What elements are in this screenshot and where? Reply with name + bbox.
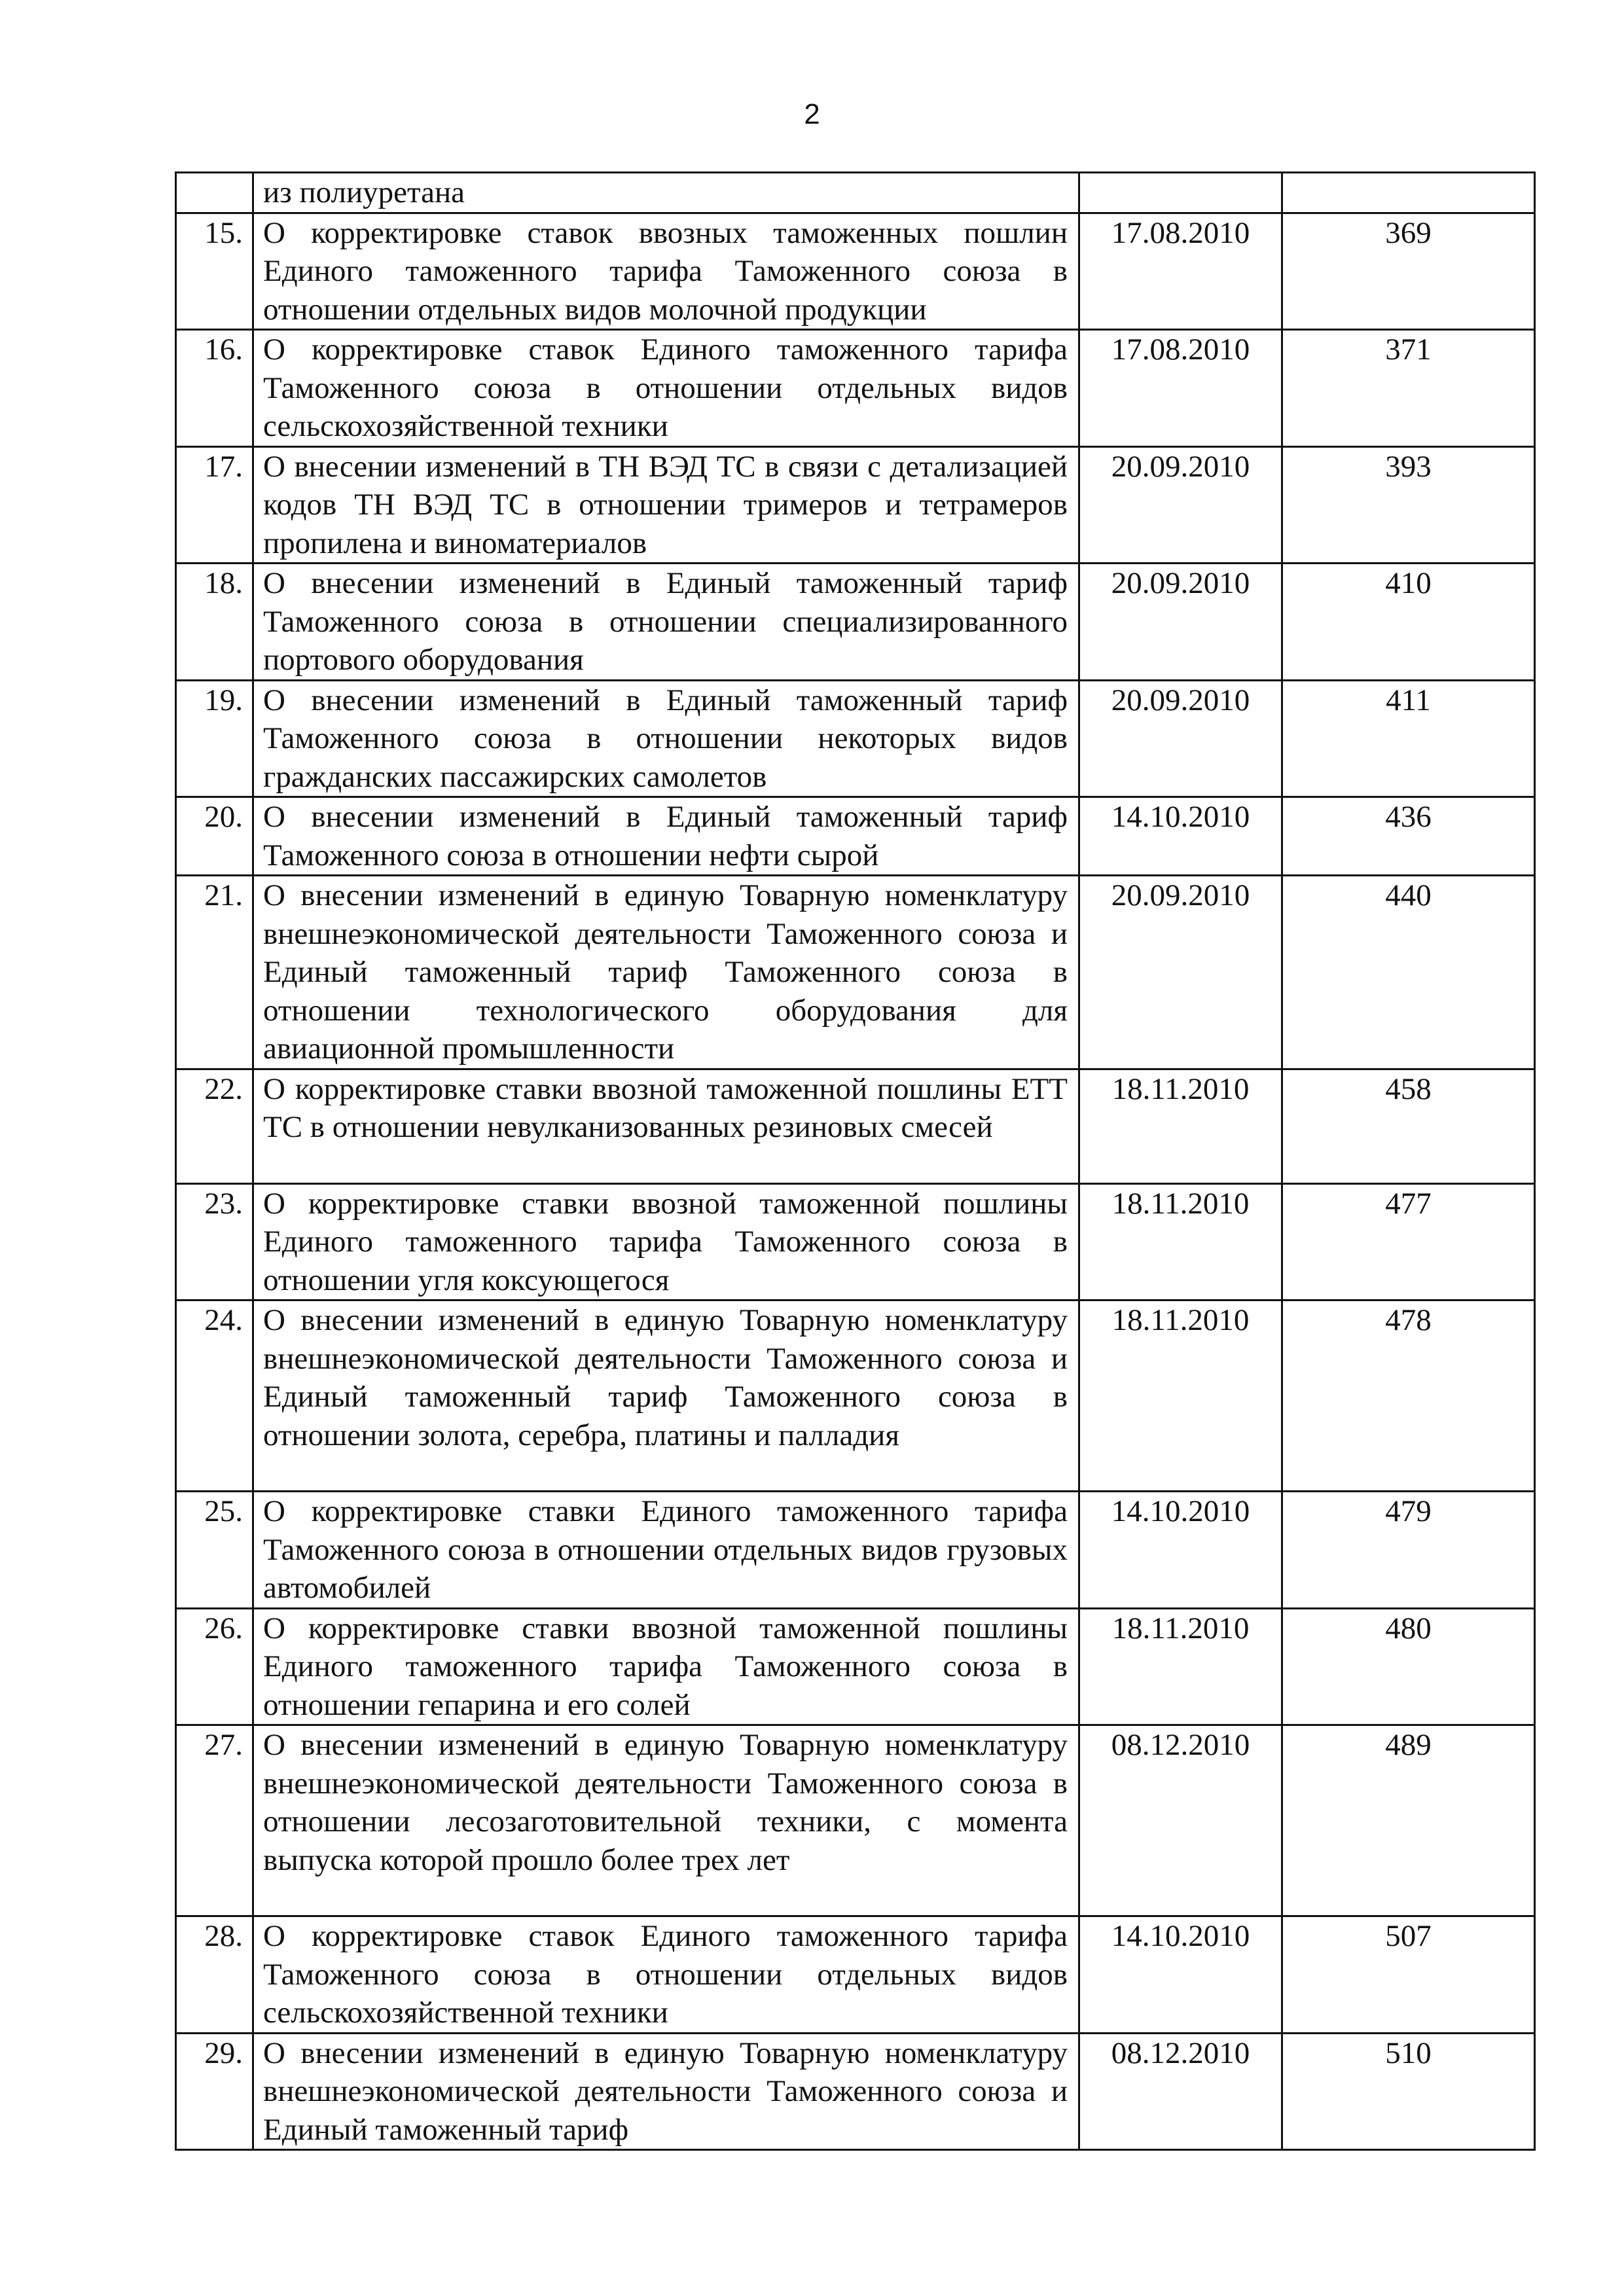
row-number: 21. <box>176 876 253 1069</box>
row-doc-number: 507 <box>1282 1916 1535 2034</box>
row-title: О корректировке ставок ввозных таможенных пошлин Единого таможенного тарифа Таможенного союза в отношении отдельных видов молочной продукции <box>253 213 1079 330</box>
table-row <box>176 876 1535 1069</box>
row-number <box>176 173 253 213</box>
row-doc-number <box>1282 173 1535 213</box>
row-date: 20.09.2010 <box>1079 564 1282 681</box>
row-date: 17.08.2010 <box>1079 213 1282 330</box>
row-number: 25. <box>176 1492 253 1609</box>
row-doc-number: 510 <box>1282 2033 1535 2150</box>
decisions-table <box>175 171 1536 2151</box>
row-number: 18. <box>176 564 253 681</box>
table-row <box>176 213 1535 330</box>
table-row <box>176 1300 1535 1492</box>
row-title: О внесении изменений в ТН ВЭД ТС в связи с детализацией кодов ТН ВЭД ТС в отношении тримеров и тетрамеров пропилена и виноматериалов <box>253 446 1079 564</box>
table-row <box>176 446 1535 564</box>
row-date: 08.12.2010 <box>1079 2033 1282 2150</box>
row-doc-number: 440 <box>1282 876 1535 1069</box>
table-row <box>176 1916 1535 2034</box>
row-doc-number: 489 <box>1282 1725 1535 1916</box>
row-number: 24. <box>176 1300 253 1492</box>
table-row <box>176 1492 1535 1609</box>
row-title: О внесении изменений в Единый таможенный тариф Таможенного союза в отношении нефти сырой <box>253 797 1079 876</box>
row-number: 27. <box>176 1725 253 1916</box>
row-title: О внесении изменений в Единый таможенный тариф Таможенного союза в отношении некоторых видов гражданских пассажирских самолетов <box>253 680 1079 797</box>
row-number: 28. <box>176 1916 253 2034</box>
row-doc-number: 478 <box>1282 1300 1535 1492</box>
table-row <box>176 2033 1535 2150</box>
row-doc-number: 458 <box>1282 1069 1535 1183</box>
row-doc-number: 436 <box>1282 797 1535 876</box>
row-number: 23. <box>176 1183 253 1300</box>
row-number: 15. <box>176 213 253 330</box>
table-row <box>176 1183 1535 1300</box>
row-doc-number: 410 <box>1282 564 1535 681</box>
row-title: О корректировке ставки ввозной таможенной пошлины Единого таможенного тарифа Таможенного союза в отношении угля коксующегося <box>253 1183 1079 1300</box>
row-date: 20.09.2010 <box>1079 680 1282 797</box>
row-date: 20.09.2010 <box>1079 876 1282 1069</box>
row-title: О внесении изменений в единую Товарную номенклатуру внешнеэкономической деятельности Таможенного союза и Единый таможенный тариф Таможенного союза в отношении технологического оборудования для авиационной промышленности <box>253 876 1079 1069</box>
row-number: 17. <box>176 446 253 564</box>
row-date: 18.11.2010 <box>1079 1608 1282 1725</box>
row-doc-number: 479 <box>1282 1492 1535 1609</box>
row-date: 18.11.2010 <box>1079 1300 1282 1492</box>
row-date: 14.10.2010 <box>1079 797 1282 876</box>
row-number: 20. <box>176 797 253 876</box>
row-title: О корректировке ставки Единого таможенного тарифа Таможенного союза в отношении отдельных видов грузовых автомобилей <box>253 1492 1079 1609</box>
table-row <box>176 330 1535 447</box>
row-date: 08.12.2010 <box>1079 1725 1282 1916</box>
table-row <box>176 1069 1535 1183</box>
row-number: 29. <box>176 2033 253 2150</box>
row-date: 18.11.2010 <box>1079 1183 1282 1300</box>
table-row <box>176 680 1535 797</box>
row-title: О внесении изменений в единую Товарную номенклатуру внешнеэкономической деятельности Таможенного союза и Единый таможенный тариф Таможенного союза в отношении золота, серебра, платины и палладия <box>253 1300 1079 1492</box>
table-row <box>176 797 1535 876</box>
row-title: О корректировке ставок Единого таможенного тарифа Таможенного союза в отношении отдельных видов сельскохозяйственной техники <box>253 1916 1079 2034</box>
row-doc-number: 480 <box>1282 1608 1535 1725</box>
row-title: О внесении изменений в Единый таможенный тариф Таможенного союза в отношении специализированного портового оборудования <box>253 564 1079 681</box>
row-title: О внесении изменений в единую Товарную номенклатуру внешнеэкономической деятельности Таможенного союза и Единый таможенный тариф <box>253 2033 1079 2150</box>
row-date <box>1079 173 1282 213</box>
row-title: О внесении изменений в единую Товарную номенклатуру внешнеэкономической деятельности Таможенного союза в отношении лесозаготовительной техники, с момента выпуска которой прошло более трех лет <box>253 1725 1079 1916</box>
page-number: 2 <box>804 98 820 130</box>
row-date: 18.11.2010 <box>1079 1069 1282 1183</box>
row-number: 19. <box>176 680 253 797</box>
row-date: 20.09.2010 <box>1079 446 1282 564</box>
row-doc-number: 369 <box>1282 213 1535 330</box>
table-row <box>176 1725 1535 1916</box>
row-number: 22. <box>176 1069 253 1183</box>
table-row <box>176 1608 1535 1725</box>
row-number: 26. <box>176 1608 253 1725</box>
table-row <box>176 173 1535 213</box>
row-number: 16. <box>176 330 253 447</box>
row-date: 17.08.2010 <box>1079 330 1282 447</box>
row-date: 14.10.2010 <box>1079 1492 1282 1609</box>
row-title: из полиуретана <box>253 173 1079 213</box>
row-doc-number: 393 <box>1282 446 1535 564</box>
row-doc-number: 477 <box>1282 1183 1535 1300</box>
row-date: 14.10.2010 <box>1079 1916 1282 2034</box>
row-doc-number: 371 <box>1282 330 1535 447</box>
table-row <box>176 564 1535 681</box>
row-title: О корректировке ставок Единого таможенного тарифа Таможенного союза в отношении отдельных видов сельскохозяйственной техники <box>253 330 1079 447</box>
row-doc-number: 411 <box>1282 680 1535 797</box>
row-title: О корректировке ставки ввозной таможенной пошлины Единого таможенного тарифа Таможенного союза в отношении гепарина и его солей <box>253 1608 1079 1725</box>
row-title: О корректировке ставки ввозной таможенной пошлины ЕТТ ТС в отношении невулканизованных резиновых смесей <box>253 1069 1079 1183</box>
